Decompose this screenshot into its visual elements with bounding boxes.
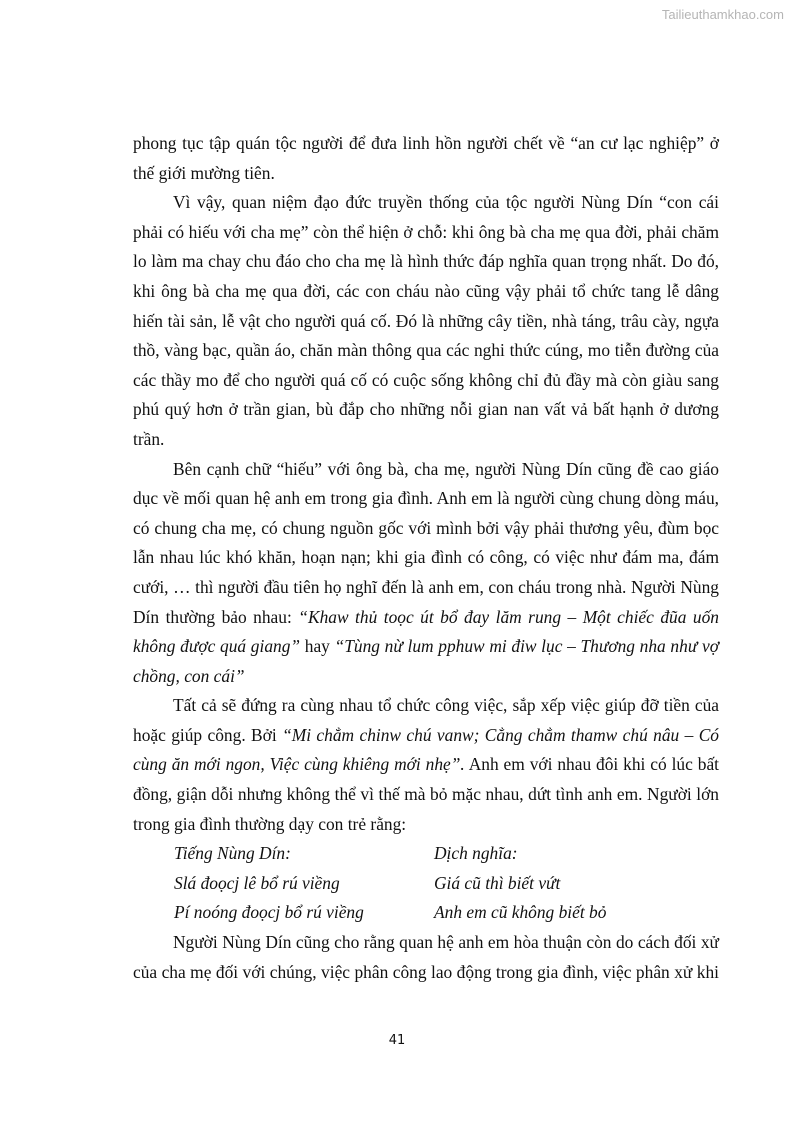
watermark: Tailieuthamkhao.com	[661, 7, 784, 22]
paragraph-1: phong tục tập quán tộc người để đưa linh hồn người chết về “an cư lạc nghiệp” ở thế giới mường tiên.	[133, 133, 719, 183]
page-number: 41	[388, 1033, 406, 1048]
verse-table	[133, 839, 719, 928]
paragraph-4-text: Tất cả sẽ đứng ra cùng nhau tổ chức công việc, sắp xếp việc giúp đỡ tiền của hoặc giúp công. Bởi	[133, 695, 719, 745]
paragraph-3-text: Bên cạnh chữ “hiếu” với ông bà, cha mẹ, người Nùng Dín cũng đề cao giáo dục về mối quan hệ anh em trong gia đình. Anh em là người cùng chung dòng máu, có chung cha mẹ, có chung nguồn gốc với mình bởi vậy phải thương yêu, đùm bọc lẫn nhau lúc khó khăn, hoạn nạn; khi gia đình có công, có việc như đám ma, đám cưới, … thì người đầu tiên họ nghĩ đến là anh em, con cháu trong nhà. Người Nùng Dín thường bảo nhau:	[133, 458, 719, 627]
proverb-quote-2: “Tùng nừ lum pphuw mi điw lục – Thương nha như vợ chồng, con cái”	[133, 636, 719, 686]
verse-original: Tiếng Nùng Dín:	[174, 843, 291, 864]
paragraph-4-rest: Anh em với nhau đôi khi có lúc bất đồng, giận dỗi nhưng không thể vì thế mà bỏ mặc nhau, dứt tình anh em. Người lớn trong gia đình thường dạy con trẻ rằng:	[133, 754, 719, 834]
verse-translation: Anh em cũ không biết bỏ	[434, 902, 607, 923]
proverb-quote-1: “Khaw thủ toọc út bổ đay lăm rung – Một chiếc đũa uốn không được quá giang”	[133, 606, 719, 657]
document-body	[133, 129, 719, 987]
paragraph-3-connector: hay	[300, 636, 335, 657]
paragraph-4	[133, 691, 719, 839]
verse-row	[133, 898, 719, 928]
proverb-quote-3: “Mi chẳm chinw chú vanw; Cẳng chẳm thamw chú nâu – Có cùng ăn mới ngon, Việc cùng khiêng mới nhẹ”.	[133, 724, 719, 775]
verse-translation: Dịch nghĩa:	[434, 843, 518, 864]
verse-original: Pí noóng đoọcj bổ rú viềng	[174, 902, 364, 923]
verse-original: Slá đoọcj lê bổ rú viềng	[174, 872, 340, 893]
paragraph-2: Vì vậy, quan niệm đạo đức truyền thống của tộc người Nùng Dín “con cái phải có hiếu với cha mẹ” còn thể hiện ở chỗ: khi ông bà cha mẹ qua đời, phải chăm lo làm ma chay chu đáo cho cha mẹ là hình thức đáp nghĩa quan trọng nhất. Do đó, khi ông bà cha mẹ qua đời, các con cháu nào cũng vậy phải tổ chức tang lễ dâng hiến tài sản, lễ vật cho người quá cố. Đó là những cây tiền, nhà táng, trâu cày, ngựa thồ, vàng bạc, quần áo, chăn màn thông qua các nghi thức cúng, mo tiễn đường của các thầy mo để cho người quá cố có cuộc sống không chỉ đủ đầy mà còn giàu sang phú quý hơn ở trần gian, bù đắp cho những nỗi gian nan vất vả bất hạnh ở dương trần.	[133, 192, 719, 449]
paragraph-3	[133, 455, 719, 692]
verse-translation: Giá cũ thì biết vứt	[434, 872, 561, 893]
verse-row	[133, 839, 719, 869]
verse-row	[133, 869, 719, 899]
paragraph-5: Người Nùng Dín cũng cho rằng quan hệ anh em hòa thuận còn do cách đối xử của cha mẹ đối với chúng, việc phân công lao động trong gia đình, việc phân xử khi	[133, 932, 719, 982]
